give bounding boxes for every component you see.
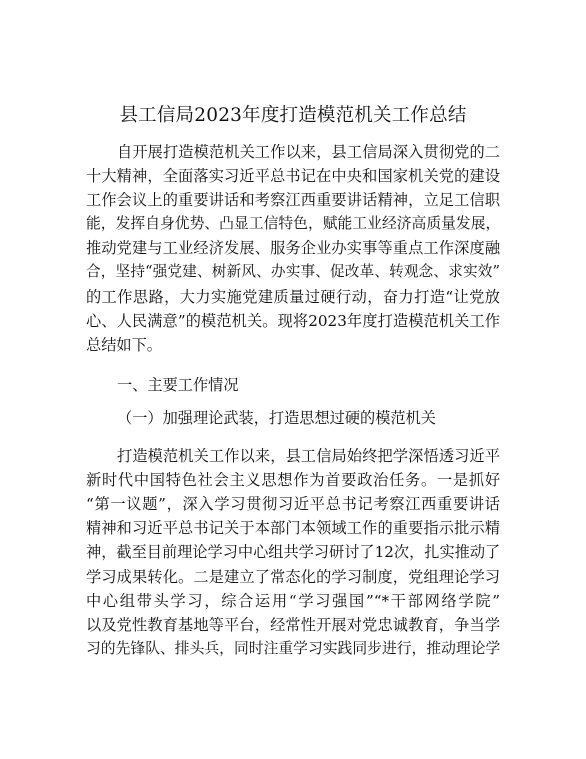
body-paragraph (86, 444, 500, 661)
intro-line: 十大精神，全面落实习近平总书记在中央和国家机关党的建设 (86, 167, 500, 186)
intro-line: 自开展打造模范机关工作以来，县工信局深入贯彻党的二 (117, 143, 500, 161)
intro-line: 合，坚持“强党建、树新风、办实事、促改革、转观念、求实效” (86, 263, 500, 281)
body-line: 打造模范机关工作以来，县工信局始终把学深悟透习近平 (117, 447, 500, 466)
body-line: 新时代中国特色社会主义思想作为首要政治任务。一是抓好 (86, 471, 500, 490)
body-line: 学习成果转化。二是建立了常态化的学习制度，党组理论学习 (86, 567, 500, 586)
intro-line: 工作会议上的重要讲话和考察江西重要讲话精神，立足工信职 (86, 191, 500, 210)
body-line: 习的先锋队、排头兵，同时注重学习实践同步进行，推动理论学 (86, 639, 501, 657)
intro-line: 总结如下。 (86, 335, 162, 354)
intro-line: 心、人民满意”的模范机关。现将2023年度打造模范机关工作 (86, 311, 500, 330)
subsection-heading: （一）加强理论武装，打造思想过硬的模范机关 (117, 408, 436, 427)
body-line: 中心组带头学习，综合运用“学习强国”“*干部网络学院” (86, 591, 500, 610)
intro-line: 推动党建与工业经济发展、服务企业办实事等重点工作深度融 (86, 239, 500, 258)
intro-line: 的工作思路，大力实施党建质量过硬行动，奋力打造“让党放 (86, 287, 500, 306)
body-line: 以及党性教育基地等平台，经常性开展对党忠诚教育，争当学 (86, 615, 500, 634)
body-line: 神，截至目前理论学习中心组共学习研讨了12次，扎实推动了 (86, 543, 501, 562)
document-title: 县工信局2023年度打造模范机关工作总结 (119, 105, 467, 126)
intro-paragraph (86, 140, 500, 357)
body-line: 精神和习近平总书记关于本部门本领域工作的重要指示批示精 (86, 519, 500, 538)
body-line: “第一议题”，深入学习贯彻习近平总书记考察江西重要讲话 (86, 495, 500, 514)
section-heading: 一、主要工作情况 (117, 375, 239, 394)
intro-line: 能，发挥自身优势、凸显工信特色，赋能工业经济高质量发展， (86, 215, 501, 233)
document-body (86, 140, 500, 661)
